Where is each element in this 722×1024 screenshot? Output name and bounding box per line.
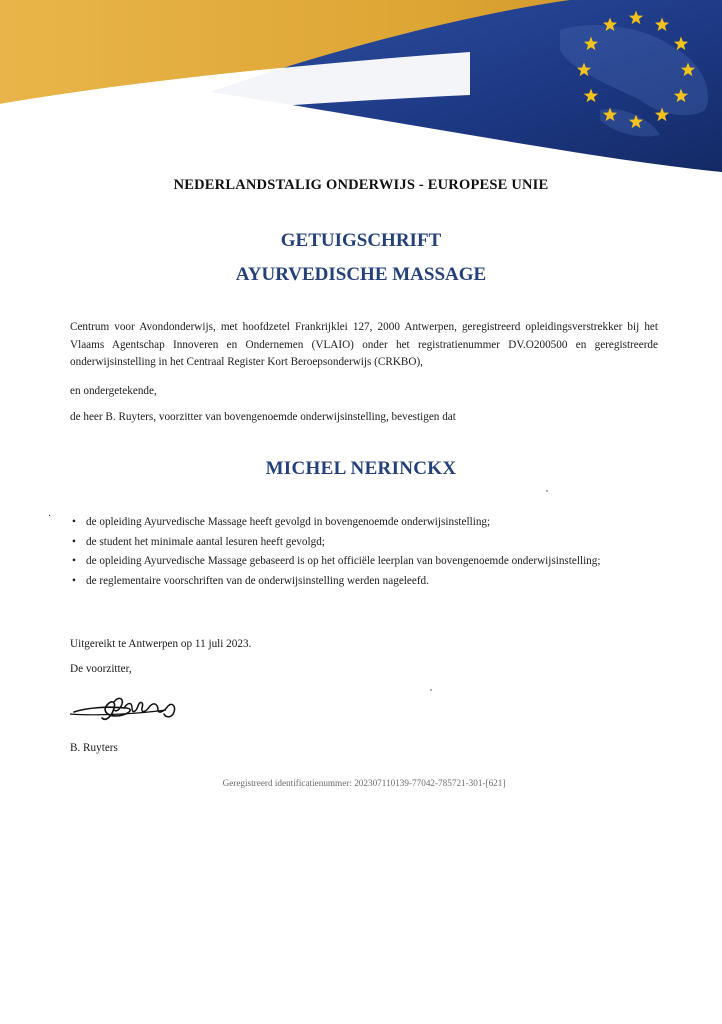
scan-speck bbox=[546, 490, 548, 492]
requirements-list bbox=[70, 513, 670, 591]
intro-paragraph: Centrum voor Avondonderwijs, met hoofdzetel Frankrijklei 127, 2000 Antwerpen, geregistreerd opleidingsverstrekker bij het Vlaams Agentschap Innoveren en Ondernemen (VLAIO) onder het registratienummer DV.O200500 en geregistreerde onderwijsinstelling in het Centraal Register Kort Beroepsonderwijs (CRKBO), bbox=[70, 321, 658, 369]
list-item-text: de reglementaire voorschriften van de onderwijsinstelling werden nageleefd. bbox=[86, 574, 429, 587]
chair-label: De voorzitter, bbox=[70, 663, 132, 675]
list-item bbox=[70, 513, 670, 533]
bullet-marker: • bbox=[72, 535, 76, 548]
confirmation-line: de heer B. Ruyters, voorzitter van bovengenoemde onderwijsinstelling, bevestigen dat bbox=[70, 411, 456, 423]
list-item-text: de opleiding Ayurvedische Massage gebaseerd is op het officiële leerplan van bovengenoemde onderwijsinstelling; bbox=[86, 555, 601, 567]
registration-number: Geregistreerd identificatienummer: 202307110139-77042-785721-301-[621] bbox=[222, 778, 506, 788]
list-item-text: de student het minimale aantal lesuren heeft gevolgd; bbox=[86, 535, 325, 548]
document-title: GETUIGSCHRIFT bbox=[280, 230, 442, 251]
issue-place-date: Uitgereikt te Antwerpen op 11 juli 2023. bbox=[70, 638, 252, 650]
document-subtitle: AYURVEDISCHE MASSAGE bbox=[235, 264, 487, 285]
list-item bbox=[70, 552, 670, 572]
stray-mark: · bbox=[48, 511, 52, 522]
bullet-marker: • bbox=[72, 555, 76, 567]
scan-speck bbox=[430, 689, 432, 691]
bullet-marker: • bbox=[72, 574, 76, 587]
list-item-text: de opleiding Ayurvedische Massage heeft gevolgd in bovengenoemde onderwijsinstelling; bbox=[86, 516, 491, 528]
undersigned-line: en ondergetekende, bbox=[70, 385, 157, 397]
handwritten-signature bbox=[66, 688, 186, 728]
signer-name: B. Ruyters bbox=[70, 742, 118, 754]
list-item bbox=[70, 533, 670, 553]
bullet-marker: • bbox=[72, 516, 76, 528]
organization-header: NEDERLANDSTALIG ONDERWIJS - EUROPESE UNIE bbox=[173, 177, 549, 193]
list-item bbox=[70, 572, 670, 592]
recipient-name: MICHEL NERINCKX bbox=[265, 458, 457, 479]
